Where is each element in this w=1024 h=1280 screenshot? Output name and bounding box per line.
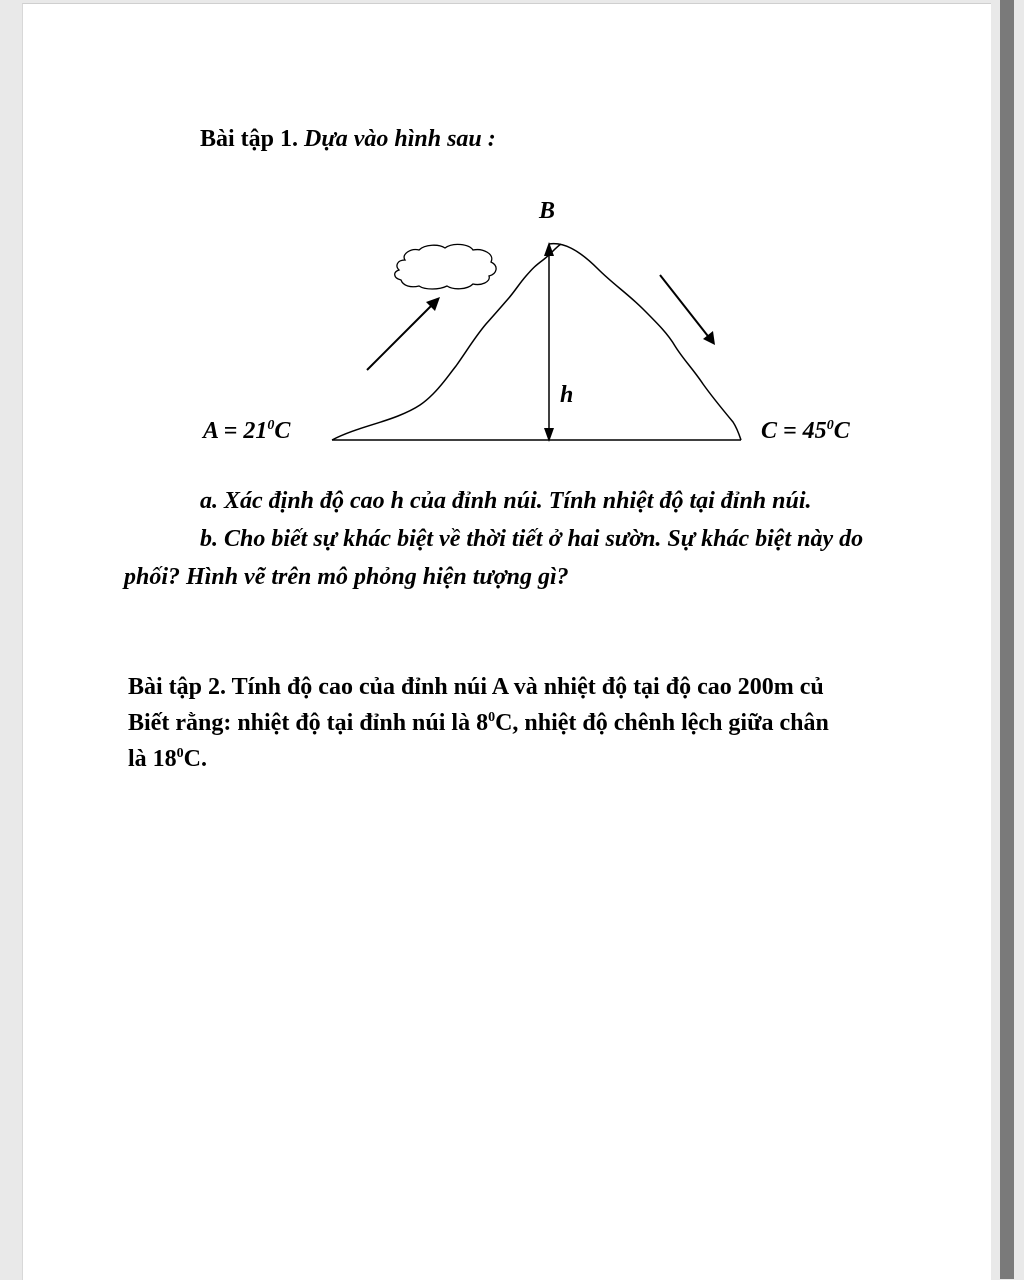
exercise-2-line2-degree: 0 [488,710,496,725]
exercise-1-question-a: a. Xác định độ cao h của đỉnh núi. Tính nhiệt độ tại đỉnh núi. [200,488,812,514]
exercise-1-question-b-line1: b. Cho biết sự khác biệt về thời tiết ở hai sườn. Sự khác biệt này do [200,526,864,552]
point-c-text: C = 45 [761,418,827,444]
exercise-2-line3-pre: là 18 [128,746,177,772]
peak-label: B [539,198,556,224]
exercise-2-line1: Bài tập 2. Tính độ cao của đỉnh núi A và nhiệt độ tại độ cao 200m củ [128,674,824,700]
exercise-2-line3-degree: 0 [176,746,184,761]
exercise-2-line2-post: C, nhiệt độ chênh lệch giữa chân [495,710,829,736]
point-c-unit: C [833,418,850,444]
exercise-1-question-b-line2: phối? Hình vẽ trên mô phỏng hiện tượng gì? [124,564,569,590]
point-c-degree: 0 [826,418,834,433]
wind-arrow-up-line [367,302,435,370]
exercise-2-line3 [128,746,207,773]
point-a-text: A = 21 [203,418,268,444]
exercise-2-line2 [128,710,829,737]
point-a-unit: C [274,418,291,444]
exercise-1-number: Bài tập 1. [200,126,299,152]
height-label: h [560,382,574,408]
point-a-degree: 0 [267,418,275,433]
document-page [22,3,991,1280]
mountain-diagram [23,4,991,484]
point-a-temperature [203,418,290,445]
wind-arrow-down-line [660,275,711,340]
cloud-icon [395,244,496,289]
exercise-2-line3-post: C. [183,746,208,772]
mountain-left-slope [332,244,561,440]
exercise-1-instruction: Dựa vào hình sau : [304,126,496,152]
point-c-temperature [761,418,850,445]
mountain-figure [23,4,991,484]
vertical-scrollbar[interactable] [1000,0,1014,1279]
exercise-2-line2-pre: Biết rằng: nhiệt độ tại đỉnh núi là 8 [128,710,489,736]
